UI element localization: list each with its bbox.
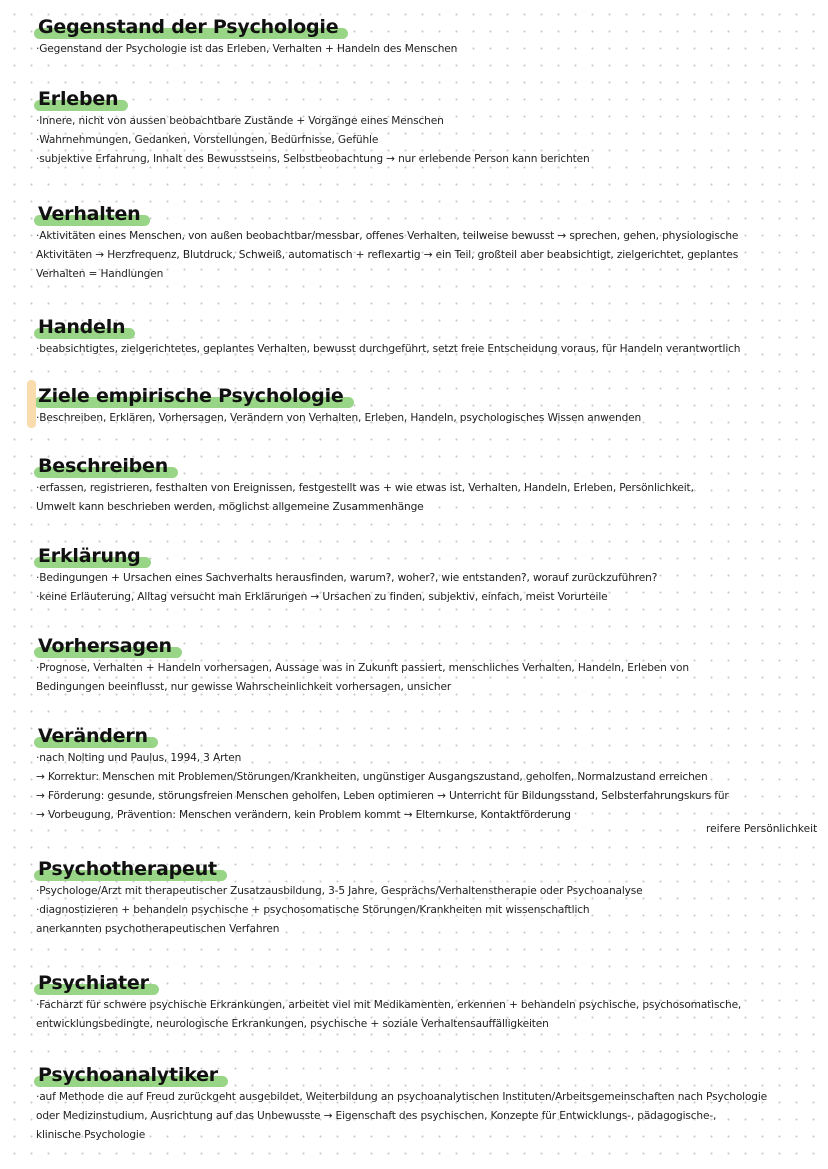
section-heading: Gegenstand der Psychologie xyxy=(36,16,342,38)
note-line: ·Psychologe/Arzt mit therapeutischer Zusatzausbildung, 3-5 Jahre, Gesprächs/Verhaltenstherapie oder Psychoanalyse xyxy=(36,885,643,897)
section-heading: Beschreiben xyxy=(36,455,172,477)
section-heading: Vorhersagen xyxy=(36,635,176,657)
note-line: anerkannten psychotherapeutischen Verfahren xyxy=(36,923,280,935)
note-line: ·subjektive Erfahrung, Inhalt des Bewusstseins, Selbstbeobachtung → nur erlebende Person kann berichten xyxy=(36,153,590,165)
section-ziele xyxy=(36,385,826,428)
note-line: ·Prognose, Verhalten + Handeln vorhersagen, Aussage was in Zukunft passiert, menschliches Verhalten, Handeln, Erleben von xyxy=(36,662,689,674)
section-heading: Verhalten xyxy=(36,203,144,225)
section-erklaerung xyxy=(36,545,826,607)
section-heading: Psychoanalytiker xyxy=(36,1064,222,1086)
note-line: ·auf Methode die auf Freud zurückgeht ausgebildet, Weiterbildung an psychoanalytischen Instituten/Arbeitsgemeinschaften nach Psychologie xyxy=(36,1091,768,1103)
note-line: klinische Psychologie xyxy=(36,1129,146,1141)
note-line: ·Aktivitäten eines Menschen, von außen beobachtbar/messbar, offenes Verhalten, teilweise bewusst → sprechen, gehen, physiologische xyxy=(36,230,739,242)
section-heading: Psychiater xyxy=(36,972,153,994)
note-line: → Vorbeugung, Prävention: Menschen verändern, kein Problem kommt → Elternkurse, Kontaktförderung xyxy=(36,809,571,821)
note-line: ·beabsichtigtes, zielgerichtetes, geplantes Verhalten, bewusst durchgeführt, setzt freie Entscheidung voraus, für Handeln verantwortlich xyxy=(36,343,741,355)
note-line: ·Beschreiben, Erklären, Vorhersagen, Verändern von Verhalten, Erleben, Handeln, psychologisches Wissen anwenden xyxy=(36,412,642,424)
section-heading: Handeln xyxy=(36,316,129,338)
note-line: oder Medizinstudium, Ausrichtung auf das Unbewusste → Eigenschaft des psychischen, Konzepte für Entwicklungs-, pädagogische-, xyxy=(36,1110,717,1122)
note-line: Aktivitäten → Herzfrequenz, Blutdruck, Schweiß, automatisch + reflexartig → ein Teil, großteil aber beabsichtigt, zielgerichtet, geplantes xyxy=(36,249,739,261)
note-line: Bedingungen beeinflusst, nur gewisse Wahrscheinlichkeit vorhersagen, unsicher xyxy=(36,681,452,693)
section-verhalten xyxy=(36,203,826,284)
section-veraendern xyxy=(36,725,826,825)
section-gegenstand xyxy=(36,16,826,59)
note-line: ·diagnostizieren + behandeln psychische + psychosomatische Störungen/Krankheiten mit wissenschaftlich xyxy=(36,904,590,916)
note-line: Verhalten = Handlungen xyxy=(36,268,164,280)
section-erleben xyxy=(36,88,826,169)
side-note: reifere Persönlichkeit xyxy=(706,823,818,835)
section-psychotherapeut xyxy=(36,858,826,939)
bookmark-marker xyxy=(27,380,36,428)
section-handeln xyxy=(36,316,826,359)
section-vorhersagen xyxy=(36,635,826,697)
note-line: ·erfassen, registrieren, festhalten von Ereignissen, festgestellt was + wie etwas ist, Verhalten, Handeln, Erleben, Persönlichkeit, xyxy=(36,482,694,494)
section-beschreiben xyxy=(36,455,826,517)
note-line: ·nach Nolting und Paulus, 1994, 3 Arten xyxy=(36,752,242,764)
note-line: ·keine Erläuterung, Alltag versucht man Erklärungen → Ursachen zu finden, subjektiv, einfach, meist Vorurteile xyxy=(36,591,608,603)
section-heading: Verändern xyxy=(36,725,152,747)
note-line: ·Innere, nicht von aussen beobachtbare Zustände + Vorgänge eines Menschen xyxy=(36,115,444,127)
section-psychoanalytiker xyxy=(36,1064,826,1145)
note-line: → Förderung: gesunde, störungsfreien Menschen geholfen, Leben optimieren → Unterricht für Bildungsstand, Selbsterfahrungskurs für xyxy=(36,790,729,802)
section-heading: Psychotherapeut xyxy=(36,858,221,880)
note-line: ·Wahrnehmungen, Gedanken, Vorstellungen, Bedürfnisse, Gefühle xyxy=(36,134,379,146)
section-heading: Erleben xyxy=(36,88,122,110)
note-line: ·Bedingungen + Ursachen eines Sachverhalts herausfinden, warum?, woher?, wie entstanden?, worauf zurückzuführen? xyxy=(36,572,658,584)
section-heading: Ziele empirische Psychologie xyxy=(36,385,348,407)
section-heading: Erklärung xyxy=(36,545,145,567)
note-line: → Korrektur: Menschen mit Problemen/Störungen/Krankheiten, ungünstiger Ausgangszustand, geholfen, Normalzustand erreichen xyxy=(36,771,708,783)
section-psychiater xyxy=(36,972,826,1034)
note-line: Umwelt kann beschrieben werden, möglichst allgemeine Zusammenhänge xyxy=(36,501,424,513)
note-line: entwicklungsbedingte, neurologische Erkrankungen, psychische + soziale Verhaltensauffälligkeiten xyxy=(36,1018,549,1030)
note-line: ·Gegenstand der Psychologie ist das Erleben, Verhalten + Handeln des Menschen xyxy=(36,43,458,55)
note-line: ·Facharzt für schwere psychische Erkrankungen, arbeitet viel mit Medikamenten, erkennen + behandeln psychische, psychosomatische, xyxy=(36,999,742,1011)
